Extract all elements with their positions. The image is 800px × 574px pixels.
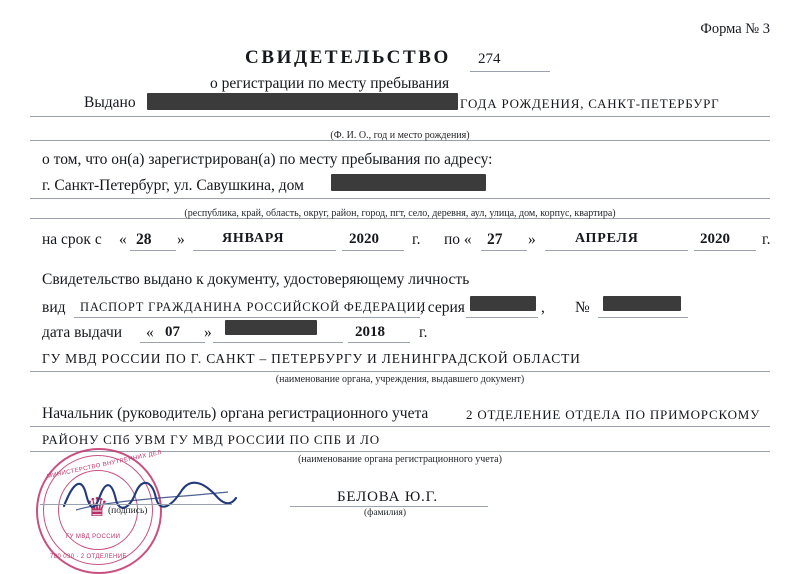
issued-value-tail: ГОДА РОЖДЕНИЯ, САНКТ-ПЕТЕРБУРГ: [460, 96, 720, 111]
address-underline-1: [30, 198, 770, 199]
chief-label: Начальник (руководитель) органа регистрационного учета: [42, 405, 429, 422]
stamp-bottom-text: 780 030 ∙ 2 ОТДЕЛЕНИЕ: [50, 554, 127, 560]
term-quote-close-2: »: [528, 231, 536, 248]
term-year-from-underline: [342, 250, 404, 251]
term-g-2: г.: [762, 231, 771, 248]
caption-authority: (наименование органа, учреждения, выдавшего документ): [275, 374, 525, 385]
term-year-to: 2020: [700, 231, 730, 247]
caption-chief: (наименование органа регистрационного учета): [298, 454, 502, 465]
doc-authority-underline: [30, 371, 770, 372]
stamp-top-text: МИНИСТЕРСТВО ВНУТРЕННИХ ДЕЛ: [46, 449, 163, 481]
double-eagle-emblem-icon: ♛: [85, 493, 109, 522]
caption-surname: (фамилия): [364, 508, 406, 518]
stamp-inner-text: ГУ МВД РОССИИ: [66, 534, 121, 540]
title-number-underline: [470, 71, 550, 72]
term-quote-open: «: [119, 231, 127, 248]
address-value: г. Санкт-Петербург, ул. Савушкина, дом: [42, 177, 304, 194]
term-month-from-underline: [193, 250, 336, 251]
issued-underline: [30, 116, 770, 117]
issued-label: Выдано: [84, 94, 136, 111]
issue-month-redaction: [225, 320, 317, 335]
caption-fio: (Ф. И. О., год и место рождения): [330, 130, 470, 141]
doc-date-day-underline: [140, 342, 205, 343]
passport-number-redaction: [603, 296, 681, 311]
doc-date-g: г.: [419, 324, 428, 341]
form-number: Форма № 3: [700, 21, 770, 37]
fio-redaction: [147, 93, 458, 110]
caption-address: (республика, край, область, округ, район, город, пгт, село, деревня, аул, улица, дом, корпус, квартира): [184, 208, 616, 219]
term-day-to: 27: [487, 231, 503, 248]
doc-number-underline: [598, 317, 688, 318]
doc-series-comma: ,: [541, 299, 545, 316]
term-year-from: 2020: [349, 231, 379, 247]
term-month-to-underline: [545, 250, 688, 251]
doc-series-label: , серия: [420, 299, 465, 316]
doc-number-label: №: [575, 299, 590, 316]
term-month-to: АПРЕЛЯ: [575, 231, 639, 246]
chief-value-line2: РАЙОНУ СПб УВМ ГУ МВД РОССИИ ПО СПБ И ЛО: [42, 432, 380, 447]
doc-date-label: дата выдачи: [42, 324, 123, 341]
page-title: СВИДЕТЕЛЬСТВО: [245, 47, 451, 68]
page-subtitle: о регистрации по месту пребывания: [210, 75, 450, 92]
term-middle: по «: [444, 231, 472, 248]
term-year-to-underline: [694, 250, 756, 251]
doc-date-month-underline: [213, 342, 343, 343]
house-redaction: [331, 174, 486, 191]
term-prefix: на срок с: [42, 231, 102, 248]
doc-date-quote-close: »: [204, 324, 212, 341]
doc-kind-underline: [74, 317, 420, 318]
doc-series-underline: [466, 317, 538, 318]
doc-date-quote-open: «: [146, 324, 154, 341]
term-day-to-underline: [481, 250, 527, 251]
signature-underline: [40, 504, 232, 505]
doc-date-year: 2018: [355, 324, 385, 340]
title-number: 274: [478, 51, 501, 67]
term-day-from: 28: [136, 231, 152, 248]
term-quote-close: »: [177, 231, 185, 248]
handwritten-signature: [60, 470, 240, 518]
term-month-from: ЯНВАРЯ: [222, 231, 285, 246]
doc-date-year-underline: [348, 342, 410, 343]
chief-underline-1: [30, 426, 770, 427]
doc-intro: Свидетельство выдано к документу, удостоверяющему личность: [42, 271, 470, 288]
registered-line: о том, что он(а) зарегистрирован(а) по месту пребывания по адресу:: [42, 151, 493, 168]
caption-signature: (подпись): [108, 506, 148, 516]
passport-series-redaction: [470, 296, 536, 311]
doc-date-day: 07: [165, 324, 180, 340]
surname-underline: [290, 506, 488, 507]
signer-surname: БЕЛОВА Ю.Г.: [337, 489, 438, 505]
doc-authority: ГУ МВД РОССИИ ПО Г. САНКТ – ПЕТЕРБУРГУ И ЛЕНИНГРАДСКОЙ ОБЛАСТИ: [42, 351, 581, 366]
doc-kind-value: ПАСПОРТ ГРАЖДАНИНА РОССИЙСКОЙ ФЕДЕРАЦИИ: [80, 300, 427, 314]
term-g-1: г.: [412, 231, 421, 248]
doc-kind-label: вид: [42, 299, 66, 316]
chief-value-line1: 2 ОТДЕЛЕНИЕ ОТДЕЛА ПО ПРИМОРСКОМУ: [466, 407, 761, 422]
term-day-from-underline: [130, 250, 176, 251]
